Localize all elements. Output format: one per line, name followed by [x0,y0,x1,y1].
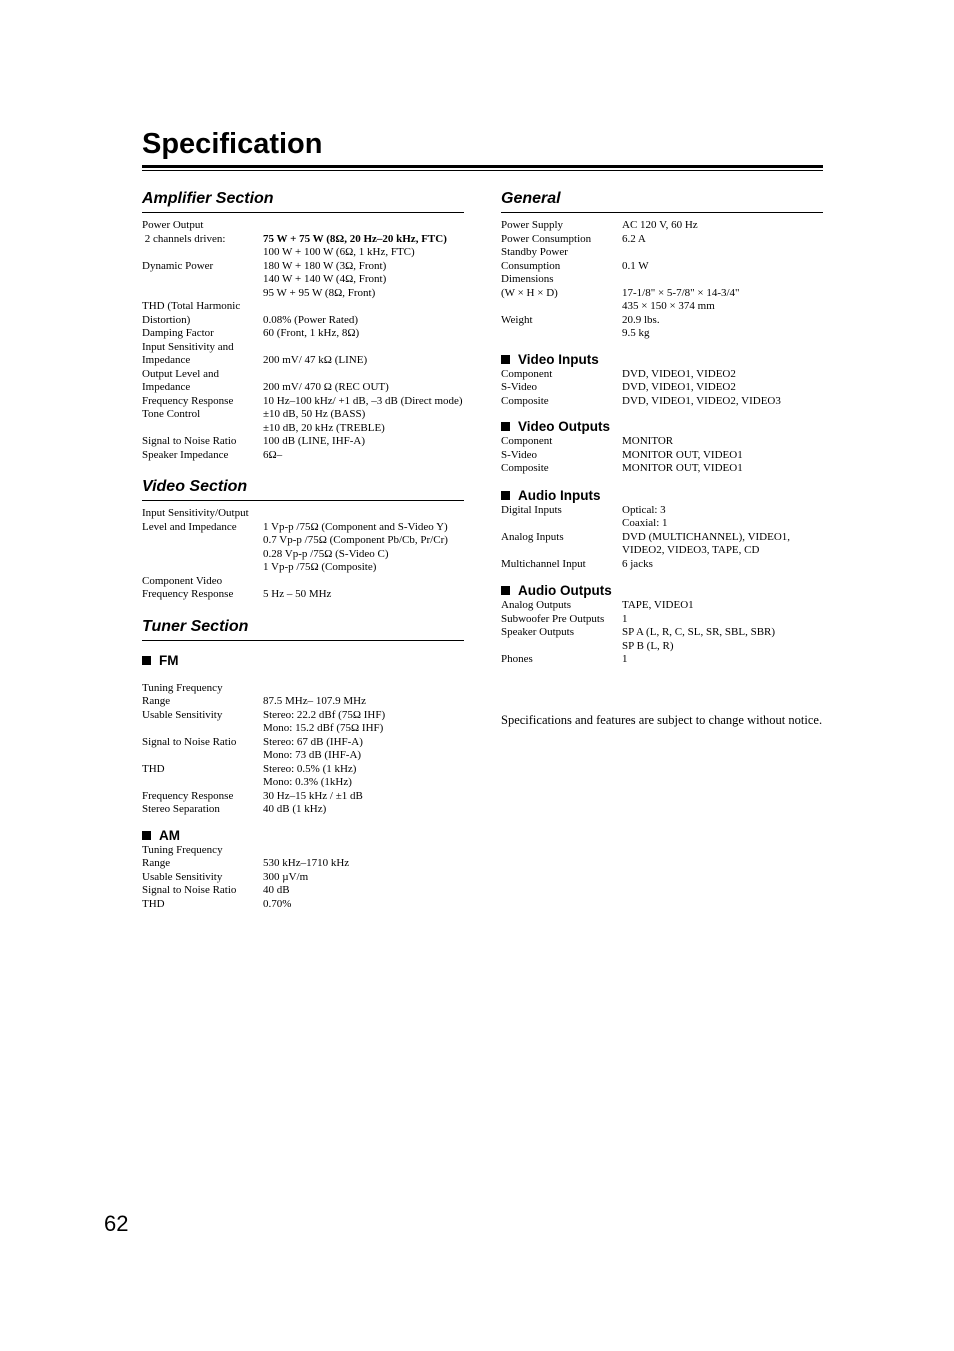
spec-value: MONITOR OUT, VIDEO1 [622,448,743,461]
video-outputs-label: Video Outputs [518,419,611,434]
spec-row [142,233,464,247]
spec-label: Level and Impedance [142,520,237,533]
spec-value: SP B (L, R) [622,639,674,652]
spec-value: 17-1/8" × 5-7/8" × 14-3/4" [622,286,740,299]
spec-row [142,857,464,871]
spec-row [501,504,823,518]
spec-value [622,273,823,287]
spec-value: ±10 dB, 20 kHz (TREBLE) [263,421,385,434]
video-spec-table [142,507,464,602]
spec-value: 530 kHz–1710 kHz [263,857,350,869]
tuner-section [142,617,464,912]
spec-value: AC 120 V, 60 Hz [622,219,698,231]
spec-label: Input Sensitivity/Output [142,507,249,519]
amplifier-section [142,189,464,462]
spec-value: 0.7 Vp-p /75Ω (Component Pb/Cb, Pr/Cr) [263,534,448,546]
spec-row [501,531,823,558]
spec-label: Component Video [142,574,223,587]
spec-value: 9.5 kg [622,327,650,339]
spec-label [142,246,263,260]
am-subheading-label: AM [159,827,180,843]
spec-value: 30 Hz–15 kHz / ±1 dB [263,789,363,802]
spec-label [142,548,263,562]
spec-value: Optical: 3 [622,503,666,516]
spec-row [142,314,464,328]
spec-value: 6Ω– [263,448,283,461]
spec-value: Coaxial: 1 [622,517,668,529]
spec-label: Dimensions [501,273,554,285]
spec-value: MONITOR [622,435,674,447]
tuner-section-heading: Tuner Section [142,617,464,641]
spec-row [501,435,823,449]
spec-label: S-Video [501,448,538,461]
square-bullet-icon [501,355,510,364]
spec-label: Power Consumption [501,232,592,245]
spec-label [142,273,263,287]
spec-label: Composite [501,394,549,407]
spec-value: 200 mV/ 470 Ω (REC OUT) [263,381,389,393]
spec-label: S-Video [501,381,538,393]
spec-row [501,626,823,640]
spec-label: THD [142,762,165,775]
spec-row [501,273,823,287]
spec-value: 5 Hz – 50 MHz [263,588,332,600]
spec-label [501,327,622,341]
spec-row [142,368,464,382]
spec-label [142,534,263,548]
amplifier-section-heading: Amplifier Section [142,189,464,213]
audio-inputs-table [501,504,823,572]
footnote: Specifications and features are subject to change without notice. [501,712,823,727]
spec-row [142,246,464,260]
spec-value [263,368,464,382]
spec-label [501,300,622,314]
spec-value: 40 dB (1 kHz) [263,803,327,815]
spec-row [501,462,823,476]
general-section [501,189,823,341]
spec-label: Tuning Frequency [142,681,223,694]
spec-value: Mono: 0.3% (1kHz) [263,776,352,788]
spec-label: Speaker Outputs [501,626,575,638]
general-section-heading: General [501,189,823,213]
spec-label: Analog Outputs [501,599,571,611]
square-bullet-icon [142,656,151,665]
spec-row [501,558,823,572]
spec-label: Distortion) [142,313,191,326]
spec-row [142,300,464,314]
spec-value: 75 W + 75 W (8Ω, 20 Hz–20 kHz, FTC) [263,232,447,245]
spec-row [142,341,464,355]
fm-subheading [142,653,464,669]
spec-value [263,682,464,696]
spec-row [501,233,823,247]
spec-value: 1 [622,612,628,625]
spec-value: 87.5 MHz– 107.9 MHz [263,695,366,707]
spec-row [142,287,464,301]
spec-label: Component [501,435,553,447]
spec-value: 1 Vp-p /75Ω (Composite) [263,561,377,573]
spec-row [142,709,464,723]
spec-value: 6 jacks [622,557,653,570]
spec-label: Usable Sensitivity [142,870,223,883]
spec-value: 6.2 A [622,232,646,245]
spec-label: Range [142,857,171,869]
spec-label: Composite [501,462,549,474]
spec-label [142,749,263,763]
spec-value: 100 dB (LINE, IHF-A) [263,435,366,447]
spec-row [501,449,823,463]
square-bullet-icon [142,831,151,840]
spec-row [501,327,823,341]
spec-label: Weight [501,313,533,326]
spec-value: 20.9 lbs. [622,313,660,326]
spec-value: 60 (Front, 1 kHz, 8Ω) [263,327,360,339]
spec-label: Tone Control [142,408,201,420]
spec-value: Stereo: 0.5% (1 kHz) [263,762,357,775]
spec-row [142,871,464,885]
spec-row [142,435,464,449]
spec-value [263,507,464,521]
spec-label [142,422,263,436]
spec-row [142,561,464,575]
am-spec-table [142,844,464,912]
spec-row [142,219,464,233]
spec-label: Input Sensitivity and [142,340,234,353]
spec-label: Signal to Noise Ratio [142,435,237,447]
spec-value: 100 W + 100 W (6Ω, 1 kHz, FTC) [263,246,415,258]
spec-label: THD [142,897,165,910]
spec-label: Signal to Noise Ratio [142,735,237,748]
audio-inputs-subheading [501,488,823,504]
spec-label: Analog Inputs [501,530,564,543]
spec-row [501,314,823,328]
spec-row [142,381,464,395]
spec-row [501,246,823,260]
video-section [142,477,464,602]
spec-label: Signal to Noise Ratio [142,884,237,896]
fm-subheading-label: FM [159,652,179,668]
am-subheading [142,828,464,844]
spec-value [263,341,464,355]
spec-row [142,575,464,589]
spec-row [142,395,464,409]
spec-row [142,682,464,696]
spec-row [142,260,464,274]
spec-value: 140 W + 140 W (4Ω, Front) [263,273,387,285]
spec-row [142,695,464,709]
spec-row [501,599,823,613]
audio-outputs-label: Audio Outputs [518,583,612,598]
spec-row [142,776,464,790]
spec-row [142,844,464,858]
spec-row [501,287,823,301]
title-rule-thin [142,170,823,171]
spec-label: Frequency Response [142,394,234,407]
spec-row [142,422,464,436]
video-inputs-label: Video Inputs [518,351,599,367]
audio-outputs-subheading [501,583,823,599]
spec-label: Frequency Response [142,588,234,600]
spec-value: 1 [622,653,628,665]
spec-value: 180 W + 180 W (3Ω, Front) [263,259,387,272]
spec-value [263,844,464,858]
spec-value: Mono: 15.2 dBf (75Ω IHF) [263,722,384,734]
spec-row [142,749,464,763]
spec-label: (W × H × D) [501,286,558,299]
spec-value: 0.1 W [622,259,649,272]
spec-value [622,246,823,260]
spec-value: 10 Hz–100 kHz/ +1 dB, –3 dB (Direct mode) [263,394,463,407]
spec-label [142,561,263,575]
spec-label: Stereo Separation [142,803,220,815]
spec-label: Consumption [501,259,561,272]
spec-row [501,300,823,314]
video-outputs-table [501,435,823,476]
square-bullet-icon [501,491,510,500]
left-column [142,189,464,911]
spec-label: 2 channels driven: [142,232,226,245]
spec-label: Standby Power [501,246,568,258]
spec-value: SP A (L, R, C, SL, SR, SBL, SBR) [622,626,776,638]
spec-row [501,517,823,531]
page-number: 62 [104,1211,129,1236]
spec-label: Power Output [142,219,204,231]
video-outputs-subheading [501,419,823,435]
spec-label: Usable Sensitivity [142,708,223,721]
spec-label [142,722,263,736]
spec-label: Output Level and [142,367,219,380]
spec-value: 435 × 150 × 374 mm [622,300,715,312]
spec-row [142,327,464,341]
spec-label: Multichannel Input [501,557,586,570]
spec-row [501,219,823,233]
spec-label: Component [501,367,553,380]
spec-row [501,260,823,274]
audio-outputs-table [501,599,823,667]
spec-label: THD (Total Harmonic [142,300,241,312]
spec-row [142,449,464,463]
spec-label: Power Supply [501,219,564,231]
spec-row [142,521,464,535]
spec-row [142,588,464,602]
spec-label: Speaker Impedance [142,448,229,461]
spec-value [263,219,464,233]
amplifier-spec-table [142,219,464,462]
spec-row [142,354,464,368]
spec-value: 0.28 Vp-p /75Ω (S-Video C) [263,547,389,560]
spec-value: 95 W + 95 W (8Ω, Front) [263,286,376,299]
spec-value: 40 dB [263,884,290,896]
spec-row [142,790,464,804]
video-section-heading: Video Section [142,477,464,501]
spec-row [142,736,464,750]
spec-row [142,273,464,287]
page-title: Specification [142,128,323,160]
spec-value: Stereo: 67 dB (IHF-A) [263,735,363,748]
spec-label: Subwoofer Pre Outputs [501,612,605,625]
spec-value: 1 Vp-p /75Ω (Component and S-Video Y) [263,520,448,533]
spec-value: DVD (MULTICHANNEL), VIDEO1, VIDEO2, VIDEO3, TAPE, CD [622,530,791,556]
spec-label: Impedance [142,354,191,366]
spec-value: Stereo: 22.2 dBf (75Ω IHF) [263,708,386,721]
spec-value: DVD, VIDEO1, VIDEO2 [622,381,736,393]
spec-row [501,368,823,382]
spec-row [142,722,464,736]
general-spec-table [501,219,823,341]
spec-label: Impedance [142,381,191,393]
spec-row [142,803,464,817]
spec-label: Tuning Frequency [142,843,223,856]
spec-value [263,575,464,589]
spec-label [142,776,263,790]
fm-spec-table [142,682,464,817]
square-bullet-icon [501,586,510,595]
spec-value: ±10 dB, 50 Hz (BASS) [263,408,366,420]
spec-value: TAPE, VIDEO1 [622,599,694,611]
video-inputs-table [501,368,823,409]
spec-label [501,517,622,531]
spec-value: 200 mV/ 47 kΩ (LINE) [263,354,368,366]
spec-value: DVD, VIDEO1, VIDEO2, VIDEO3 [622,394,781,407]
square-bullet-icon [501,422,510,431]
spec-row [142,534,464,548]
title-rule [142,165,823,168]
spec-row [142,408,464,422]
spec-value: 0.08% (Power Rated) [263,313,359,326]
spec-row [501,395,823,409]
spec-row [501,640,823,654]
spec-row [501,653,823,667]
spec-label [142,287,263,301]
video-inputs-subheading [501,352,823,368]
spec-value: DVD, VIDEO1, VIDEO2 [622,367,736,380]
spec-value: 300 µV/m [263,870,309,883]
right-column [501,189,823,729]
spec-label: Range [142,695,171,707]
spec-row [142,763,464,777]
spec-label [501,640,622,654]
spec-value: MONITOR OUT, VIDEO1 [622,462,743,474]
spec-value [263,300,464,314]
spec-row [142,507,464,521]
spec-row [501,613,823,627]
audio-inputs-label: Audio Inputs [518,487,601,503]
spec-row [142,898,464,912]
spec-row [142,884,464,898]
spec-label: Damping Factor [142,327,214,339]
spec-label: Digital Inputs [501,503,562,516]
spec-row [501,381,823,395]
spec-label: Dynamic Power [142,259,214,272]
spec-label: Frequency Response [142,789,234,802]
spec-value: 0.70% [263,897,292,910]
spec-label: Phones [501,653,533,665]
spec-value: Mono: 73 dB (IHF-A) [263,749,362,761]
spec-row [142,548,464,562]
